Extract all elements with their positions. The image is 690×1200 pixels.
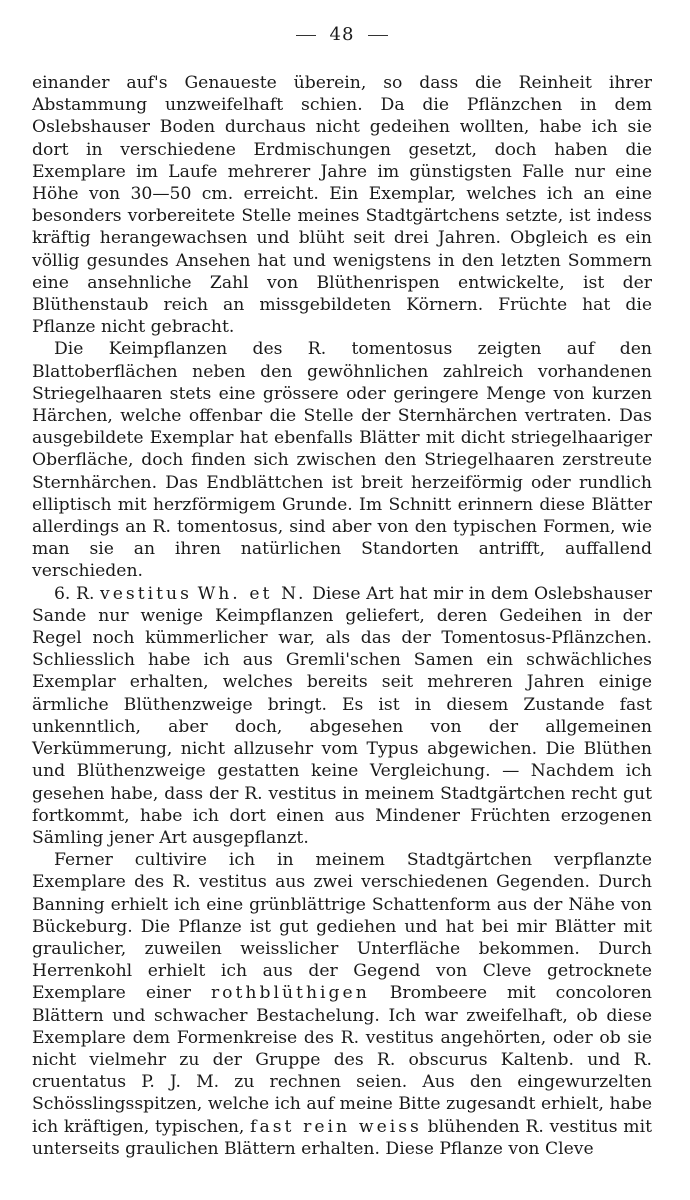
text-segment: Ferner cultivire ich in meinem Stadtgärtchen verpflanzte Exemplare des R. vestitus aus zwei verschiedenen Gegenden. Durch Banning erhielt ich eine grünblättrige Schattenform aus der Nähe von Bückeburg. Die Pflanze ist gut gediehen und hat bei mir Blätter mit graulicher, zuweilen weisslicher Unterfläche bekommen. Durch Herrenkohl erhielt ich aus der Gegend von Cleve getrocknete Exemplare einer	[32, 850, 652, 1004]
text-segment: Die Keimpflanzen des R. tomentosus zeigten auf den Blattoberflächen neben den gewöhnlichen zahlreich vorhandenen Striegelhaaren stets eine grössere oder geringere Menge von kurzen Härchen, welche offenbar die Stelle der Sternhärchen vertraten. Das ausgebildete Exemplar hat ebenfalls Blätter mit dicht striegelhaariger Oberfläche, doch finden sich zwischen den Striegelhaaren zerstreute Sternhärchen. Das Endblättchen ist breit herzeiförmig oder rundlich elliptisch mit herzförmigem Grunde. Im Schnitt erinnern diese Blätter allerdings an R. tomentosus, sind aber von den typischen Formen, wie man sie an ihren natürlichen Standorten antrifft, auffallend verschieden.	[32, 339, 652, 582]
text-segment: Brombeere mit concoloren Blättern und schwacher Bestachelung. Ich war zweifelhaft, ob diese Exemplare dem Formenkreise des R. vestitus angehörten, oder ob sie nicht vielmehr zu der Gruppe des R. obscurus Kaltenb. und R. cruentatus P. J. M. zu rechnen seien. Aus den eingewurzelten Schösslingsspitzen, welche ich auf meine Bitte zugesandt erhielt, habe ich kräftigen, typischen,	[32, 983, 652, 1137]
paragraph-p3	[32, 583, 652, 849]
page-number-header	[32, 24, 652, 46]
text-segment: einander auf's Genaueste überein, so dass die Reinheit ihrer Abstammung unzweifelhaft schien. Da die Pflänzchen in dem Oslebshauser Boden durchaus nicht gedeihen wollten, habe ich sie dort in verschiedene Erdmischungen gesetzt, doch haben die Exemplare im Laufe mehrerer Jahre im günstigsten Falle nur eine Höhe von 30—50 cm. erreicht. Ein Exemplar, welches ich an eine besonders vorbereitete Stelle meines Stadtgärtchens setzte, ist indess kräftig herangewachsen und blüht seit drei Jahren. Obgleich es ein völlig gesundes Ansehen hat und wenigstens in den letzten Sommern eine ansehnliche Zahl von Blüthenrispen entwickelte, ist der Blüthenstaub reich an missgebildeten Körnern. Früchte hat die Pflanze nicht gebracht.	[32, 73, 652, 338]
paragraph-p2	[32, 338, 652, 582]
spaced-emphasis-text: fast rein weiss	[250, 1116, 422, 1137]
left-dash	[296, 35, 316, 36]
paragraph-p4	[32, 849, 652, 1160]
spaced-emphasis-text: rothblüthigen	[210, 983, 370, 1004]
text-segment: 6. R.	[54, 583, 101, 604]
right-dash	[368, 35, 388, 36]
spaced-emphasis-text: Wh. et N.	[197, 583, 307, 604]
spaced-emphasis-text: vestitus	[100, 583, 192, 604]
page-number: 48	[329, 24, 355, 45]
body-text	[32, 72, 652, 1160]
text-segment: Diese Art hat mir in dem Oslebshauser Sande nur wenige Keimpflanzen geliefert, deren Gedeihen in der Regel noch kümmerlicher war, als das der Tomentosus-Pflänzchen. Schliesslich habe ich aus Gremli'schen Samen ein schwächliches Exemplar erhalten, welches bereits seit mehreren Jahren einige ärmliche Blüthenzweige bringt. Es ist in diesem Zustande fast unkenntlich, aber doch, abgesehen von der allgemeinen Verkümmerung, nicht allzusehr vom Typus abgewichen. Die Blüthen und Blüthenzweige gestatten keine Vergleichung. — Nachdem ich gesehen habe, dass der R. vestitus in meinem Stadtgärtchen recht gut fortkommt, habe ich dort einen aus Mindener Früchten erzogenen Sämling jener Art ausgepflanzt.	[32, 583, 652, 848]
text-segment: blühenden R. vestitus mit unterseits graulichen Blättern erhalten. Diese Pflanze von Cleve	[32, 1116, 652, 1159]
paragraph-p1	[32, 72, 652, 338]
